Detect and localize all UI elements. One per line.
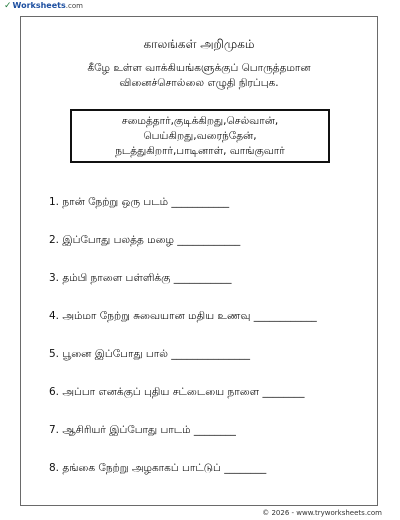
instruction-line-2: வினைச்சொல்லை எழுதி நிரப்புக.: [119, 77, 279, 89]
question-list: [49, 195, 369, 499]
question-5: 5. பூனை இப்போது பால் _______________: [49, 348, 251, 360]
question-4: 4. அம்மா நேற்று சுவையான மதிய உணவு ____________: [49, 310, 317, 322]
logo-word: Worksheets: [12, 1, 66, 10]
question-3: 3. தம்பி நாளை பள்ளிக்கு ___________: [49, 272, 232, 284]
worksheet-title: காலங்கள் அறிமுகம்: [143, 37, 255, 51]
copyright-footer: © 2026 - www.tryworksheets.com: [262, 509, 382, 517]
word-bank-line: நடத்துகிறார்,பாடினாள், வாங்குவார்: [115, 145, 285, 157]
question-7: 7. ஆசிரியர் இப்போது பாடம் ________: [49, 424, 236, 436]
worksheet-frame: [20, 16, 378, 506]
checkmark-icon: ✓: [4, 1, 12, 11]
word-bank-line: சமைத்தார்,குடிக்கிறது,செல்வான்,: [121, 115, 279, 127]
word-bank: [70, 109, 330, 163]
site-logo: [4, 0, 83, 12]
question-6: 6. அப்பா எனக்குப் புதிய சட்டையை நாளை ________: [49, 386, 305, 398]
logo-domain: .com: [65, 2, 83, 10]
question-2: 2. இப்போது பலத்த மழை ____________: [49, 234, 241, 246]
question-8: 8. தங்கை நேற்று அழகாகப் பாட்டுப் ________: [49, 462, 267, 474]
instruction-line-1: கீழே உள்ள வாக்கியங்களுக்குப் பொருத்தமான: [87, 62, 311, 74]
instructions: [21, 61, 377, 91]
question-1: 1. நான் நேற்று ஒரு படம் ___________: [49, 196, 230, 208]
word-bank-line: பெய்கிறது,வரைந்தேன்,: [143, 130, 257, 142]
